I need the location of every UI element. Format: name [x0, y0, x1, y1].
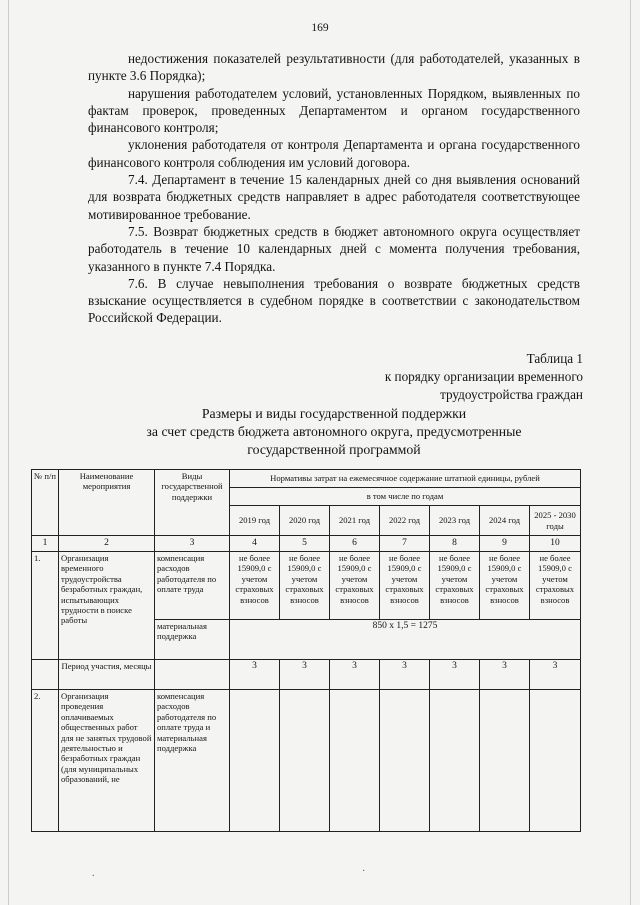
empty-cell: [155, 660, 230, 690]
empty-cell: [32, 660, 59, 690]
col-number: 8: [430, 536, 480, 552]
header-year: 2024 год: [480, 506, 530, 536]
row1-name: Организация временного трудоустройства безработных граждан, испытывающих трудности в поиске работы: [59, 552, 155, 660]
header-year: 2021 год: [330, 506, 380, 536]
col-number: 10: [530, 536, 581, 552]
header-num: № п/п: [32, 470, 59, 536]
period-label: Период участия, месяцы: [59, 660, 155, 690]
empty-cell: [430, 690, 480, 832]
header-year: 2022 год: [380, 506, 430, 536]
header-name: Наименование мероприятия: [59, 470, 155, 536]
left-scan-edge: [8, 0, 9, 905]
col-number: 7: [380, 536, 430, 552]
header-by-years: в том числе по годам: [230, 488, 581, 506]
header-year: 2023 год: [430, 506, 480, 536]
row1-num: 1.: [32, 552, 59, 660]
empty-cell: [330, 690, 380, 832]
appendix-note: [283, 350, 583, 404]
header-year: 2020 год: [280, 506, 330, 536]
paragraph: 7.4. Департамент в течение 15 календарных дней со дня выявления оснований для возврата бюджетных средств направляет в адрес работодателя соответствующее мотивированное требование.: [88, 172, 580, 222]
period-value: 3: [280, 660, 330, 690]
title-line: государственной программой: [247, 442, 421, 457]
row1-norm-value: не более 15909,0 с учетом страховых взносов: [280, 552, 330, 620]
paragraph: уклонения работодателя от контроля Департамента и органа государственного финансового контроля соблюдения им условий договора.: [88, 137, 580, 170]
col-number: 4: [230, 536, 280, 552]
right-scan-edge: [630, 0, 631, 905]
row1-norm-value: не более 15909,0 с учетом страховых взносов: [480, 552, 530, 620]
empty-cell: [480, 690, 530, 832]
header-year: 2025 - 2030 годы: [530, 506, 581, 536]
period-value: 3: [380, 660, 430, 690]
row1-norm-value: не более 15909,0 с учетом страховых взносов: [330, 552, 380, 620]
col-number: 9: [480, 536, 530, 552]
period-value: 3: [430, 660, 480, 690]
row2-num: 2.: [32, 690, 59, 832]
empty-cell: [530, 690, 581, 832]
row1-material-value: 850 х 1,5 = 1275: [230, 620, 581, 660]
paragraph: недостижения показателей результативности (для работодателей, указанных в пункте 3.6 Порядка);: [88, 51, 580, 84]
title-line: за счет средств бюджета автономного округа, предусмотренные: [146, 424, 522, 439]
page-number: 169: [311, 22, 329, 34]
period-value: 3: [330, 660, 380, 690]
appendix-line: к порядку организации временного: [384, 369, 583, 384]
period-value: 3: [480, 660, 530, 690]
row1-support-material: материальная поддержка: [155, 620, 230, 660]
header-year: 2019 год: [230, 506, 280, 536]
row1-norm-value: не более 15909,0 с учетом страховых взносов: [530, 552, 581, 620]
row2-name: Организация проведения оплачиваемых общественных работ для не занятых трудовой деятельностью и безработных граждан (для муниципальных образований, не: [59, 690, 155, 832]
period-value: 3: [530, 660, 581, 690]
scan-mark: ·: [362, 866, 366, 877]
empty-cell: [280, 690, 330, 832]
period-value: 3: [230, 660, 280, 690]
body-text: [88, 50, 580, 327]
appendix-table-label: Таблица 1: [526, 351, 583, 366]
table-title: [88, 405, 580, 459]
header-norms: Нормативы затрат на ежемесячное содержание штатной единицы, рублей: [230, 470, 581, 488]
row1-norm-value: не более 15909,0 с учетом страховых взносов: [230, 552, 280, 620]
col-number: 6: [330, 536, 380, 552]
paragraph: 7.6. В случае невыполнения требования о возврате бюджетных средств взыскание осуществляется в судебном порядке в соответствии с законодательством Российской Федерации.: [88, 275, 580, 326]
title-line: Размеры и виды государственной поддержки: [201, 406, 467, 421]
col-number: 2: [59, 536, 155, 552]
empty-cell: [380, 690, 430, 832]
header-types: Виды государственной поддержки: [155, 470, 230, 536]
row1-support-comp: компенсация расходов работодателя по оплате труда: [155, 552, 230, 620]
support-table: [31, 469, 581, 832]
row1-norm-value: не более 15909,0 с учетом страховых взносов: [430, 552, 480, 620]
scan-mark: .: [92, 868, 95, 879]
row2-support: компенсация расходов работодателя по оплате труда и материальная поддержка: [155, 690, 230, 832]
paragraph: 7.5. Возврат бюджетных средств в бюджет автономного округа осуществляет работодатель в течение 10 календарных дней с момента получения требования, указанного в пункте 7.4 Порядка.: [88, 223, 580, 274]
col-number: 1: [32, 536, 59, 552]
col-number: 3: [155, 536, 230, 552]
paragraph: нарушения работодателем условий, установленных Порядком, выявленных по фактам проверок, проведенных Департаментом и органом государственного финансового контроля;: [88, 85, 580, 136]
empty-cell: [230, 690, 280, 832]
row1-norm-value: не более 15909,0 с учетом страховых взносов: [380, 552, 430, 620]
appendix-line: трудоустройства граждан: [440, 387, 583, 402]
col-number: 5: [280, 536, 330, 552]
